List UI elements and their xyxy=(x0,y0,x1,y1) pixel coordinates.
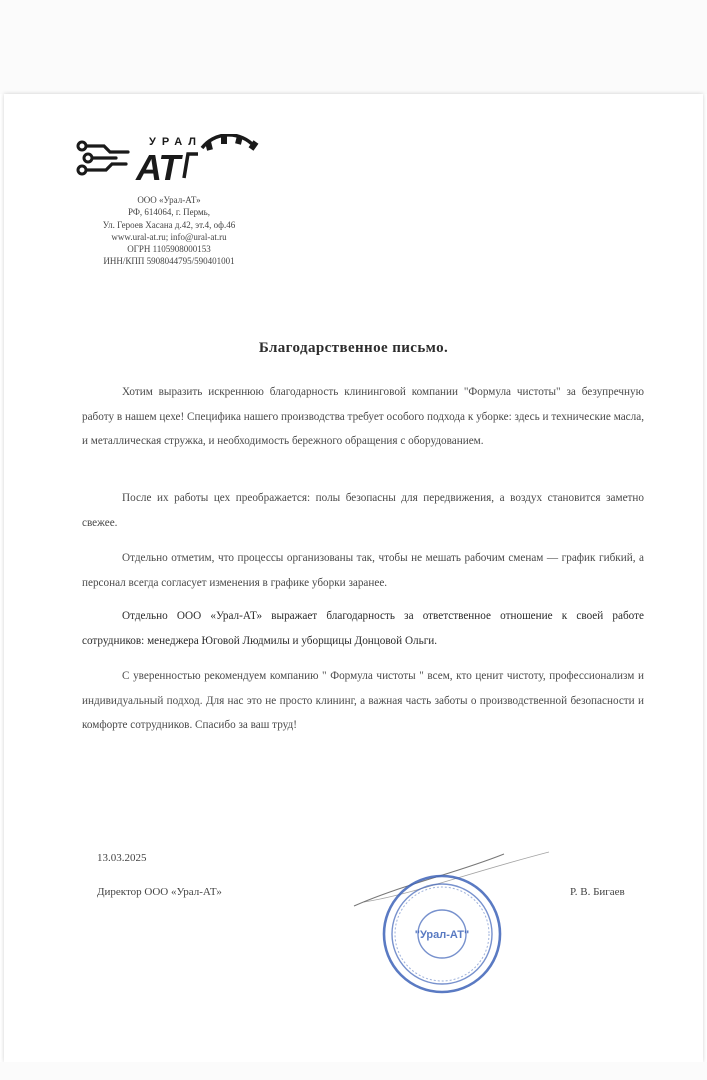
company-stamp xyxy=(344,844,554,994)
company-details xyxy=(64,194,274,268)
company-contacts: www.ural-at.ru; info@ural-at.ru xyxy=(111,231,227,242)
company-city: РФ, 614064, г. Пермь, xyxy=(127,207,211,218)
company-ogrn: ОГРН 1105908000153 xyxy=(127,244,211,255)
viewer-bottom-area xyxy=(0,1062,707,1080)
letter-paragraph-2: После их работы цех преображается: полы безопасны для передвижения, а воздух становится заметно свежее. xyxy=(82,492,644,529)
letter-paragraph-5: С уверенностью рекомендуем компанию " Формула чистоты " всем, кто ценит чистоту, профессионализм и индивидуальный подход. Для нас это не просто клининг, а важная часть заботы о производственной безопасности и комфорте сотрудников. Спасибо за ваш труд! xyxy=(82,670,644,731)
company-inn: ИНН/КПП 5908044795/590401001 xyxy=(103,256,235,267)
logo-text-main: АТ xyxy=(136,147,181,186)
letter-paragraph-1: Хотим выразить искреннюю благодарность клининговой компании "Формула чистоты" за безупречную работу в нашем цехе! Специфика нашего производства требует особого подхода к уборке: здесь и технические масла, и металлическая стружка, и необходимость бережного обращения с оборудованием. xyxy=(82,386,644,447)
letter-paragraph-4: Отдельно ООО «Урал-АТ» выражает благодарность за ответственное отношение к своей работе сотрудников: менеджера Юговой Людмилы и уборщицы Донцовой Ольги. xyxy=(82,610,644,647)
letter-title: Благодарственное письмо. xyxy=(258,340,449,356)
signature-title: Директор ООО «Урал-АТ» xyxy=(97,886,222,898)
ural-at-logo xyxy=(74,134,264,186)
signer-name: Р. В. Бигаев xyxy=(570,886,625,898)
letter-date: 13.03.2025 xyxy=(97,852,147,864)
letter-page xyxy=(4,94,703,1062)
stamp-center-text: "Урал-АТ" xyxy=(414,929,470,941)
viewer-top-area xyxy=(0,0,707,94)
company-name: ООО «Урал-АТ» xyxy=(137,195,201,205)
company-address: Ул. Героев Хасана д.42, эт.4, оф.46 xyxy=(102,219,236,230)
letter-paragraph-3: Отдельно отметим, что процессы организованы так, чтобы не мешать рабочим сменам — график гибкий, а персонал всегда согласует изменения в графике уборки заранее. xyxy=(82,552,644,589)
logo-text-top: УРАЛ xyxy=(149,136,203,148)
